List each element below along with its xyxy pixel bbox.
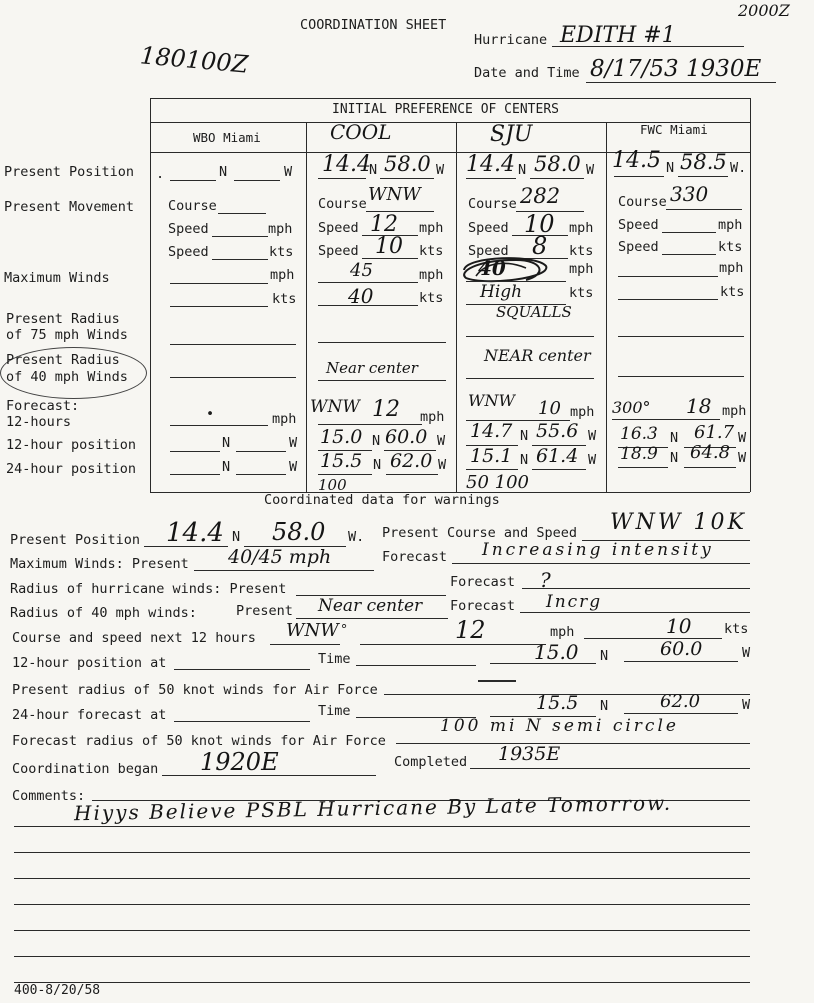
form-max-winds-forecast: Increasing intensity xyxy=(482,540,714,560)
datetime-value: 8/17/53 1930E xyxy=(590,56,762,82)
form-radius-hurr-fc-label: Forecast xyxy=(450,574,516,590)
row-radius75-b: of 75 mph Winds xyxy=(6,327,128,343)
cool-speed-kts-label: Speed xyxy=(318,243,359,259)
cool-max-mph: 45 xyxy=(350,260,373,281)
row-present-position: Present Position xyxy=(4,164,135,180)
form-fc-radius50-label: Forecast radius of 50 knot winds for Air Force xyxy=(12,733,386,749)
wbo-p12-n: N xyxy=(222,435,231,451)
cool-p12-n: 15.0 xyxy=(320,426,363,448)
form-course-next-speed: 12 xyxy=(455,616,486,644)
form-max-winds-label: Maximum Winds: Present xyxy=(10,556,189,572)
col-fwc: FWC Miami xyxy=(640,122,708,137)
form-pos-w: 58.0 xyxy=(272,518,326,546)
corner-note: 2000Z xyxy=(738,1,790,20)
sju-fc-course: WNW xyxy=(468,391,515,410)
form-course-next-value: WNW xyxy=(286,620,339,641)
fwc-max-kts: kts xyxy=(720,284,745,300)
fwc-speed-label: Speed xyxy=(618,217,659,233)
wbo-pos-n: N xyxy=(219,164,228,180)
sju-speed-mph: 10 xyxy=(524,210,555,238)
cool-fc-speed: 12 xyxy=(372,397,400,422)
datetime-label: Date and Time xyxy=(474,65,580,81)
sju-fc-mph: mph xyxy=(570,404,595,420)
row-radius40-b: of 40 mph Winds xyxy=(6,369,128,385)
sju-radius40: NEAR center xyxy=(484,346,591,365)
wbo-mph: mph xyxy=(268,221,293,237)
form-radius40-forecast: Incrg xyxy=(546,592,603,612)
sju-p12-w: 55.6 xyxy=(536,420,579,442)
form-fc24-n-unit: N xyxy=(600,698,609,714)
page-title: COORDINATION SHEET xyxy=(300,17,447,33)
sju-below-note: 50 100 xyxy=(466,472,529,493)
table-title: INITIAL PREFERENCE OF CENTERS xyxy=(332,102,559,117)
sju-course: 282 xyxy=(520,184,561,208)
row-radius40-a: Present Radius xyxy=(6,352,120,368)
cool-max-kts: 40 xyxy=(348,284,374,308)
fwc-fc-mph: mph xyxy=(722,403,747,419)
cool-p12-w-unit: W xyxy=(437,433,446,449)
wbo-p24-w: W xyxy=(289,459,298,475)
fwc-p12-n-unit: N xyxy=(670,430,679,446)
form-pos12-n-unit: N xyxy=(600,648,609,664)
cool-n: N xyxy=(369,162,378,178)
form-course-next-kts: 10 xyxy=(666,614,692,638)
cool-speed-label: Speed xyxy=(318,220,359,236)
form-comments-label: Comments: xyxy=(12,788,86,804)
col-cool: COOL xyxy=(330,120,392,144)
cool-pos-n: 14.4 xyxy=(322,152,371,177)
sju-p24-n: 15.1 xyxy=(470,445,513,467)
form-coord-began-value: 1920E xyxy=(200,748,279,776)
fwc-p24-w-unit: W xyxy=(738,450,747,466)
cool-course: WNW xyxy=(368,184,421,205)
cool-kts: kts xyxy=(419,243,444,259)
fwc-mph: mph xyxy=(718,217,743,233)
sju-pos-w: 58.0 xyxy=(534,152,581,176)
sju-radius75: SQUALLS xyxy=(496,303,572,321)
form-fc-radius50-value: 100 mi N semi circle xyxy=(440,716,679,736)
fwc-course: 330 xyxy=(670,182,709,206)
sju-max-mph-unit: mph xyxy=(569,261,594,277)
cool-w: W xyxy=(436,162,445,178)
wbo-fc-mph: mph xyxy=(272,411,297,427)
sju-kts: kts xyxy=(569,243,594,259)
form-pos-w-unit: W. xyxy=(348,529,365,545)
cool-p12-w: 60.0 xyxy=(385,426,428,448)
cool-fc-course: WNW xyxy=(310,397,360,417)
sju-n: N xyxy=(518,162,527,178)
cool-p24-w: 62.0 xyxy=(390,450,433,472)
form-completed-value: 1935E xyxy=(498,743,561,765)
fwc-w: W. xyxy=(730,160,747,176)
form-course-next-label: Course and speed next 12 hours xyxy=(12,630,256,646)
form-fc24-w: 62.0 xyxy=(660,691,701,712)
form-radius40-fc-label: Forecast xyxy=(450,598,516,614)
form-comments-value: Hiyys Believe PSBL Hurricane By Late Tomorrow. xyxy=(73,790,673,826)
sju-max-kts: High xyxy=(480,282,523,302)
form-coord-began-label: Coordination began xyxy=(12,761,159,777)
form-radius40-label: Radius of 40 mph winds: xyxy=(10,605,197,621)
sju-max-mph: 40 xyxy=(478,256,506,280)
fwc-p24-w: 64.8 xyxy=(690,442,731,463)
form-pos12-w-unit: W xyxy=(742,645,751,661)
form-course-speed-value: WNW 10K xyxy=(610,510,747,535)
sju-speed-label: Speed xyxy=(468,220,509,236)
form-fc24-label: 24-hour forecast at xyxy=(12,707,167,723)
row-12-hours: 12-hours xyxy=(6,414,72,430)
cool-speed-mph: 12 xyxy=(370,212,398,237)
fwc-kts: kts xyxy=(718,239,743,255)
cool-speed-kts: 10 xyxy=(375,234,403,259)
form-max-winds-fc-label: Forecast xyxy=(382,549,448,565)
wbo-kts: kts xyxy=(269,244,294,260)
form-radius-hurr-forecast: ? xyxy=(540,568,551,592)
sju-course-label: Course xyxy=(468,196,517,212)
sju-pos-n: 14.4 xyxy=(466,152,515,177)
form-fc24-w-unit: W xyxy=(742,697,751,713)
fwc-p12-w: 61.7 xyxy=(694,422,735,443)
form-course-next-mph: mph xyxy=(550,624,575,640)
sju-p12-n-unit: N xyxy=(520,428,529,444)
cool-p24-n-unit: N xyxy=(373,457,382,473)
fwc-p12-w-unit: W xyxy=(738,430,747,446)
form-pos-n: 14.4 xyxy=(166,518,224,548)
wbo-p24-n: N xyxy=(222,459,231,475)
form-pos12-label: 12-hour position at xyxy=(12,655,167,671)
cool-p24-note: 100 xyxy=(318,476,347,494)
form-fc24-time-label: Time xyxy=(318,703,351,719)
row-12-position: 12-hour position xyxy=(6,437,137,453)
cool-max-mph-unit: mph xyxy=(419,267,444,283)
sju-p12-n: 14.7 xyxy=(470,420,513,442)
col-sju: SJU xyxy=(490,122,533,147)
form-present-position-label: Present Position xyxy=(10,532,141,548)
wbo-speed-mph-label: Speed xyxy=(168,221,209,237)
form-pos12-time-label: Time xyxy=(318,651,351,667)
fwc-p24-n: 18.9 xyxy=(620,444,658,464)
form-course-speed-label: Present Course and Speed xyxy=(382,525,578,541)
form-radius40-present-label: Present xyxy=(236,603,293,619)
cool-fc-mph: mph xyxy=(420,409,445,425)
form-max-winds-value: 40/45 mph xyxy=(228,546,332,568)
row-forecast: Forecast: xyxy=(6,398,80,414)
sju-mph: mph xyxy=(569,220,594,236)
fwc-fc-course: 300° xyxy=(612,398,651,417)
form-radius-hurr-label: Radius of hurricane winds: Present xyxy=(10,581,287,597)
wbo-p12-w: W xyxy=(289,435,298,451)
fwc-max-mph: mph xyxy=(719,260,744,276)
sju-speed-kts: 8 xyxy=(532,232,548,260)
col-wbo: WBO Miami xyxy=(193,130,261,145)
sju-p24-w-unit: W xyxy=(588,452,597,468)
coordinated-data-heading: Coordinated data for warnings xyxy=(264,492,500,508)
fwc-pos-n: 14.5 xyxy=(612,148,661,173)
fwc-fc-speed: 18 xyxy=(686,394,712,418)
cool-course-label: Course xyxy=(318,196,367,212)
cool-pos-w: 58.0 xyxy=(384,152,431,176)
left-time-note: 180100Z xyxy=(138,41,250,79)
wbo-pos-w: W xyxy=(284,164,293,180)
sju-max-kts-unit: kts xyxy=(569,285,594,301)
form-course-next-kts-unit: kts xyxy=(724,621,749,637)
row-radius75-a: Present Radius xyxy=(6,311,120,327)
fwc-pos-w: 58.5 xyxy=(680,150,727,174)
cool-p24-n: 15.5 xyxy=(320,450,363,472)
form-radius50-label: Present radius of 50 knot winds for Air Force xyxy=(12,682,378,698)
wbo-max-kts: kts xyxy=(272,291,297,307)
row-maximum-winds: Maximum Winds xyxy=(4,270,110,286)
wbo-max-mph: mph xyxy=(270,267,295,283)
wbo-speed-kts-label: Speed xyxy=(168,244,209,260)
hurricane-name: EDITH #1 xyxy=(560,23,676,48)
fwc-p24-n-unit: N xyxy=(670,450,679,466)
form-pos12-n: 15.0 xyxy=(534,640,579,664)
cool-max-kts-unit: kts xyxy=(419,290,444,306)
form-footer-code: 400-8/20/58 xyxy=(14,983,101,998)
fwc-n: N xyxy=(666,160,675,176)
form-pos-n-unit: N xyxy=(232,529,241,545)
fwc-p12-n: 16.3 xyxy=(620,424,658,444)
cool-mph: mph xyxy=(419,220,444,236)
sju-speed-kts-label: Speed xyxy=(468,243,509,259)
hurricane-label: Hurricane xyxy=(474,32,548,48)
form-completed-label: Completed xyxy=(394,754,468,770)
cool-radius40: Near center xyxy=(326,359,418,377)
sju-p24-w: 61.4 xyxy=(536,445,579,467)
form-radius40-present: Near center xyxy=(318,596,423,616)
sju-p24-n-unit: N xyxy=(520,452,529,468)
fwc-course-label: Course xyxy=(618,194,667,210)
cool-p24-w-unit: W xyxy=(438,457,447,473)
sju-fc-speed: 10 xyxy=(538,398,561,419)
row-present-movement: Present Movement xyxy=(4,199,135,215)
fwc-speed-kts-label: Speed xyxy=(618,239,659,255)
sju-p12-w-unit: W xyxy=(588,428,597,444)
row-24-position: 24-hour position xyxy=(6,461,137,477)
sju-w: W xyxy=(586,162,595,178)
wbo-course: Course xyxy=(168,198,217,214)
cool-p12-n-unit: N xyxy=(372,433,381,449)
form-fc24-n: 15.5 xyxy=(536,692,579,714)
form-pos12-w: 60.0 xyxy=(660,638,703,660)
